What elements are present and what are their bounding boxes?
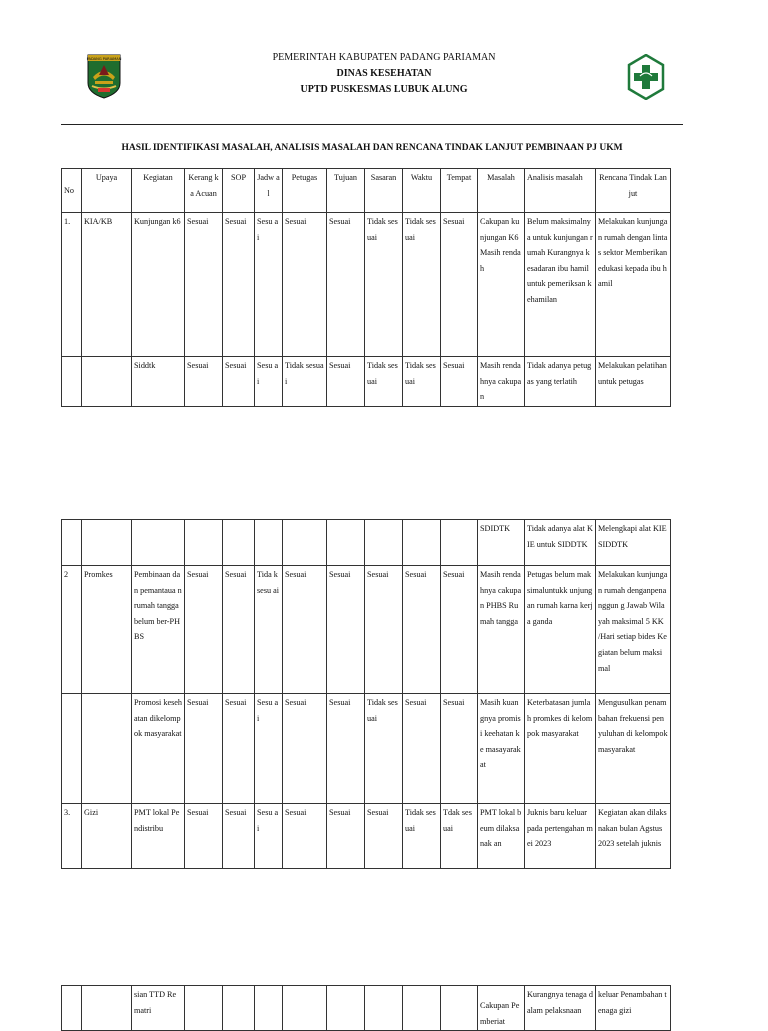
header-sop: SOP: [223, 169, 255, 213]
cell-kerangka-acuan: Sesuai: [185, 804, 223, 869]
cell-kegiatan: PMT lokal Pendistribu: [132, 804, 185, 869]
header-tempat: Tempat: [441, 169, 478, 213]
letterhead: [0, 50, 768, 98]
cell-sop: Sesuai: [223, 694, 255, 804]
cell-tujuan: Sesuai: [327, 804, 365, 869]
cell-waktu: Tidak sesuai: [403, 213, 441, 357]
cell-tujuan: Sesuai: [327, 213, 365, 357]
cell-sasaran: Tidak sesuai: [365, 357, 403, 407]
document-title: HASIL IDENTIFIKASI MASALAH, ANALISIS MASALAH DAN RENCANA TINDAK LANJUT PEMBINAAN PJ UKM: [121, 143, 623, 153]
cell-upaya: [82, 694, 132, 804]
cell-kegiatan: Promosi kesehatan dikelompok masyarakat: [132, 694, 185, 804]
cell-kerangka-acuan: Sesuai: [185, 357, 223, 407]
header-sasaran: Sasaran: [365, 169, 403, 213]
cell-rencana: Melakukan kunjungan rumah denganpenanggun g Jawab Wilayah maksimal 5 KK /Hari setiap bides Kegiatan belum maksimal: [596, 566, 671, 694]
cell-kerangka-acuan: [185, 520, 223, 566]
cell-jadwal: Tida k sesu ai: [255, 566, 283, 694]
cell-analisis: Kurangnya tenaga dalam pelaksnaan: [525, 986, 596, 1031]
header-no: No: [62, 169, 82, 213]
org-name-line3: UPTD PUSKESMAS LUBUK ALUNG: [300, 84, 468, 95]
cell-waktu: Tidak sesuai: [403, 357, 441, 407]
cell-jadwal: Sesu ai: [255, 357, 283, 407]
cell-rencana: Melakukan pelatihan untuk petugas: [596, 357, 671, 407]
cell-jadwal: Sesu ai: [255, 694, 283, 804]
cell-petugas: Tidak sesuai: [283, 357, 327, 407]
cell-jadwal: Sesu ai: [255, 213, 283, 357]
cell-tempat: Sesuai: [441, 694, 478, 804]
cell-jadwal: Sesu ai: [255, 804, 283, 869]
cell-tujuan: Sesuai: [327, 357, 365, 407]
cell-waktu: Sesuai: [403, 566, 441, 694]
problem-table-part-3: [61, 985, 671, 1031]
cell-kegiatan: sian TTD Rematri: [132, 986, 185, 1031]
cell-masalah: Masih kuangnya promisi keehatan ke masayarak at: [478, 694, 525, 804]
cell-tempat: [441, 520, 478, 566]
cell-waktu: Tidak sesuai: [403, 804, 441, 869]
cell-kegiatan: [132, 520, 185, 566]
cell-kerangka-acuan: Sesuai: [185, 566, 223, 694]
header-kegiatan: Kegiatan: [132, 169, 185, 213]
cell-no: [62, 357, 82, 407]
cell-sop: Sesuai: [223, 357, 255, 407]
header-divider: [61, 124, 683, 125]
cell-tempat: Sesuai: [441, 213, 478, 357]
cell-upaya: Promkes: [82, 566, 132, 694]
cell-upaya: [82, 520, 132, 566]
cell-kegiatan: Siddtk: [132, 357, 185, 407]
table-row: [62, 357, 671, 407]
cell-tempat: Tdak sesuai: [441, 804, 478, 869]
cell-masalah: Cakupan Pemberiat: [478, 986, 525, 1031]
org-name-line2: DINAS KESEHATAN: [336, 68, 432, 79]
cell-no: [62, 694, 82, 804]
cell-sasaran: Sesuai: [365, 804, 403, 869]
cell-rencana: Melengkapi alat KIE SIDDTK: [596, 520, 671, 566]
header-upaya: Upaya: [82, 169, 132, 213]
cell-petugas: Sesuai: [283, 804, 327, 869]
cell-tujuan: Sesuai: [327, 566, 365, 694]
cell-sop: Sesuai: [223, 804, 255, 869]
table-row: [62, 694, 671, 804]
cell-kegiatan: Kunjungan k6: [132, 213, 185, 357]
cell-tempat: Sesuai: [441, 357, 478, 407]
header-kerangka-acuan: Kerang ka Acuan: [185, 169, 223, 213]
cell-analisis: Petugas belum maksimaluntukk unjungan rumah karna kerja ganda: [525, 566, 596, 694]
cell-analisis: Keterbatasan jumlah promkes di kelompok masyarakat: [525, 694, 596, 804]
cell-masalah: Masih rendahnya cakupan: [478, 357, 525, 407]
header-waktu: Waktu: [403, 169, 441, 213]
cell-rencana: Melakukan kunjungan rumah dengan lintas sektor Memberikan edukasi kepada ibu hamil: [596, 213, 671, 357]
cell-kegiatan: Pembinaan dan pemantaua n rumah tangga belum ber-PHBS: [132, 566, 185, 694]
cell-masalah: PMT lokal beum dilaksanak an: [478, 804, 525, 869]
cell-sasaran: Tidak sesuai: [365, 213, 403, 357]
table-row: [62, 213, 671, 357]
table-header-row: [62, 169, 671, 213]
cell-tujuan: Sesuai: [327, 694, 365, 804]
cell-petugas: Sesuai: [283, 694, 327, 804]
header-rencana-tindak-lanjut: Rencana Tindak Lanjut: [596, 169, 671, 213]
cell-masalah: Cakupan kunjungan K6 Masih rendah: [478, 213, 525, 357]
cell-waktu: [403, 520, 441, 566]
org-name-line1: PEMERINTAH KABUPATEN PADANG PARIAMAN: [272, 52, 496, 63]
problem-table-part-1: [61, 168, 671, 407]
cell-jadwal: [255, 520, 283, 566]
problem-table-part-2: [61, 519, 671, 869]
cell-analisis: Tidak adanya petugas yang terlatih: [525, 357, 596, 407]
cell-masalah: SDIDTK: [478, 520, 525, 566]
cell-analisis: Belum maksimalnya untuk kunjungan rumah Kurangnya kesadaran ibu hamil untuk pemeriksan kehamilan: [525, 213, 596, 357]
cell-masalah: Masih rendahnya cakupan PHBS Rumah tangga: [478, 566, 525, 694]
cell-rencana: Kegiatan akan dilaksnakan bulan Agstus 2023 setelah juknis: [596, 804, 671, 869]
header-analisis-masalah: Analisis masalah: [525, 169, 596, 213]
cell-analisis: Tidak adanya alat KIE untuk SIDDTK: [525, 520, 596, 566]
cell-kerangka-acuan: Sesuai: [185, 213, 223, 357]
cell-analisis: Juknis baru keluar pada pertengahan mei 2023: [525, 804, 596, 869]
cell-no: 2: [62, 566, 82, 694]
table-row: [62, 566, 671, 694]
table-row: [62, 804, 671, 869]
cell-no: 3.: [62, 804, 82, 869]
header-petugas: Petugas: [283, 169, 327, 213]
cell-sasaran: Sesuai: [365, 566, 403, 694]
cell-sasaran: Tidak sesuai: [365, 694, 403, 804]
cell-no: 1.: [62, 213, 82, 357]
cell-upaya: [82, 357, 132, 407]
cell-sop: Sesuai: [223, 213, 255, 357]
cell-no: [62, 520, 82, 566]
header-masalah: Masalah: [478, 169, 525, 213]
cell-petugas: Sesuai: [283, 566, 327, 694]
cell-sop: [223, 520, 255, 566]
header-jadwal: Jadw al: [255, 169, 283, 213]
header-tujuan: Tujuan: [327, 169, 365, 213]
cell-petugas: Sesuai: [283, 213, 327, 357]
cell-tujuan: [327, 520, 365, 566]
cell-sasaran: [365, 520, 403, 566]
cell-waktu: Sesuai: [403, 694, 441, 804]
cell-rencana: keluar Penambahan tenaga gizi: [596, 986, 671, 1031]
cell-sop: Sesuai: [223, 566, 255, 694]
cell-rencana: Mengusulkan penambahan frekuensi penyuluhan di kelompok masyarakat: [596, 694, 671, 804]
cell-kerangka-acuan: Sesuai: [185, 694, 223, 804]
table-row: [62, 520, 671, 566]
cell-upaya: KIA/KB: [82, 213, 132, 357]
cell-upaya: Gizi: [82, 804, 132, 869]
cell-tempat: Sesuai: [441, 566, 478, 694]
cell-petugas: [283, 520, 327, 566]
emblem-label: PADANG PARIAMAN: [86, 57, 122, 61]
